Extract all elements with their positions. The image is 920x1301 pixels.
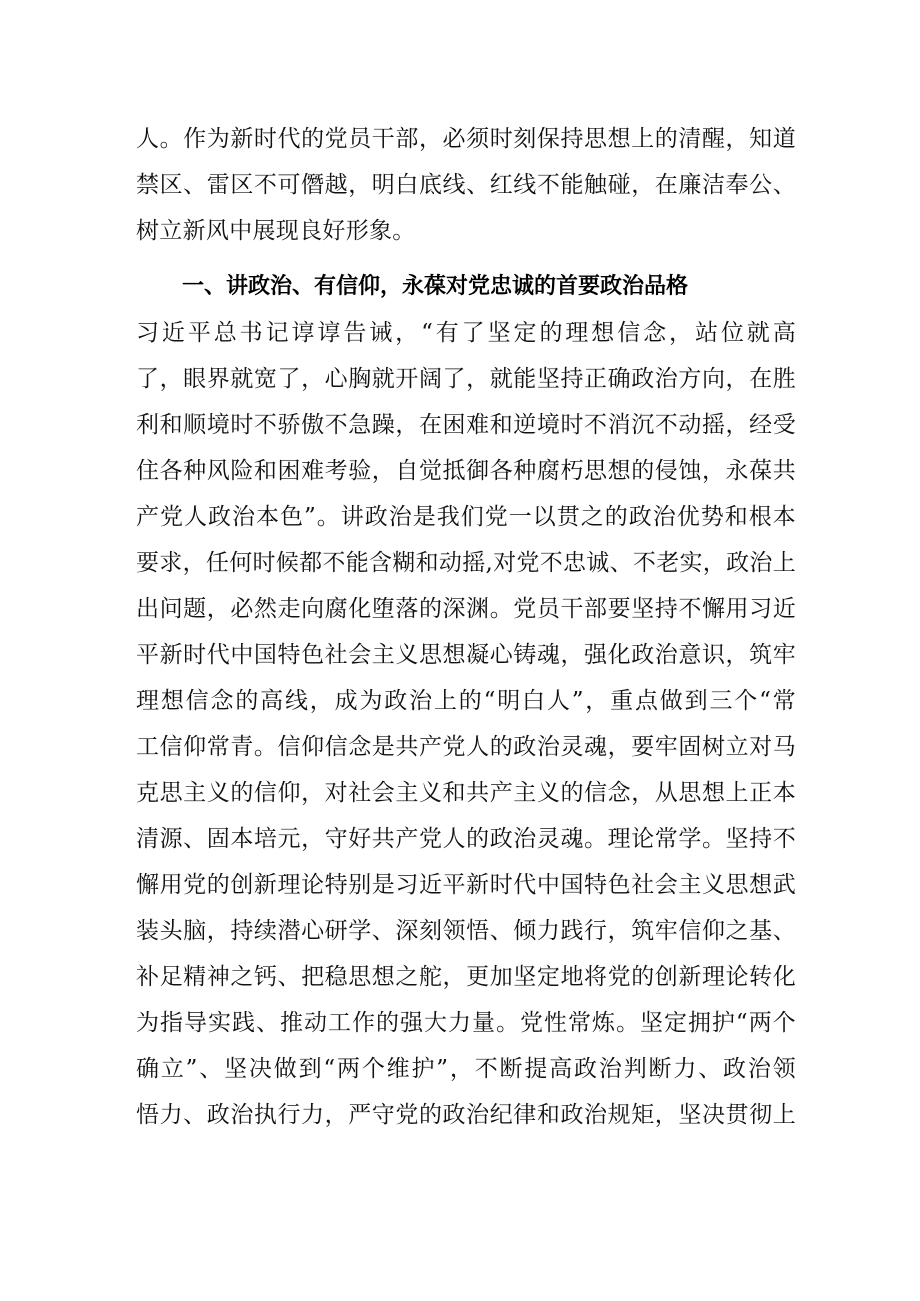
paragraph-line: 为指导实践、推动工作的强大力量。党性常炼。坚定拥护“两个 bbox=[136, 1010, 796, 1036]
paragraph-line: 出问题，必然走向腐化堕落的深渊。党员干部要坚持不懈用习近 bbox=[136, 596, 796, 622]
paragraph-line: 人。作为新时代的党员干部，必须时刻保持思想上的清醒，知道 bbox=[136, 126, 796, 152]
paragraph-line: 要求，任何时候都不能含糊和动摇,对党不忠诚、不老实，政治上 bbox=[136, 550, 797, 576]
paragraph-continuation bbox=[136, 116, 796, 254]
paragraph-line: 确立”、坚决做到“两个维护”，不断提高政治判断力、政治领 bbox=[136, 1056, 796, 1082]
paragraph-line: 懈用党的创新理论特别是习近平新时代中国特色社会主义思想武 bbox=[136, 872, 796, 898]
paragraph-body bbox=[136, 310, 796, 1138]
section-heading: 一、讲政治、有信仰，永葆对党忠诚的首要政治品格 bbox=[182, 274, 689, 299]
paragraph-line: 工信仰常青。信仰信念是共产党人的政治灵魂，要牢固树立对马 bbox=[136, 734, 796, 760]
paragraph-line: 悟力、政治执行力，严守党的政治纪律和政治规矩，坚决贯彻上 bbox=[136, 1102, 796, 1128]
paragraph-line: 禁区、雷区不可僭越，明白底线、红线不能触碰，在廉洁奉公、 bbox=[136, 172, 796, 198]
paragraph-line: 产党人政治本色”。讲政治是我们党一以贯之的政治优势和根本 bbox=[136, 504, 796, 530]
paragraph-line: 克思主义的信仰，对社会主义和共产主义的信念，从思想上正本 bbox=[136, 780, 796, 806]
paragraph-line: 理想信念的高线，成为政治上的“明白人”，重点做到三个“常 bbox=[136, 688, 796, 714]
paragraph-line: 了，眼界就宽了，心胸就开阔了，就能坚持正确政治方向，在胜 bbox=[136, 366, 796, 392]
paragraph-line: 装头脑，持续潜心研学、深刻领悟、倾力践行，筑牢信仰之基、 bbox=[136, 918, 796, 944]
paragraph-line: 住各种风险和困难考验，自觉抵御各种腐朽思想的侵蚀，永葆共 bbox=[136, 458, 796, 484]
paragraph-line: 补足精神之钙、把稳思想之舵，更加坚定地将党的创新理论转化 bbox=[136, 964, 796, 990]
paragraph-line: 习近平总书记谆谆告诫，“有了坚定的理想信念，站位就高 bbox=[136, 320, 796, 346]
paragraph-line: 平新时代中国特色社会主义思想凝心铸魂，强化政治意识，筑牢 bbox=[136, 642, 796, 668]
paragraph-line: 树立新风中展现良好形象。 bbox=[136, 218, 416, 244]
paragraph-line: 利和顺境时不骄傲不急躁，在困难和逆境时不消沉不动摇，经受 bbox=[136, 412, 796, 438]
paragraph-line: 清源、固本培元，守好共产党人的政治灵魂。理论常学。坚持不 bbox=[136, 826, 796, 852]
